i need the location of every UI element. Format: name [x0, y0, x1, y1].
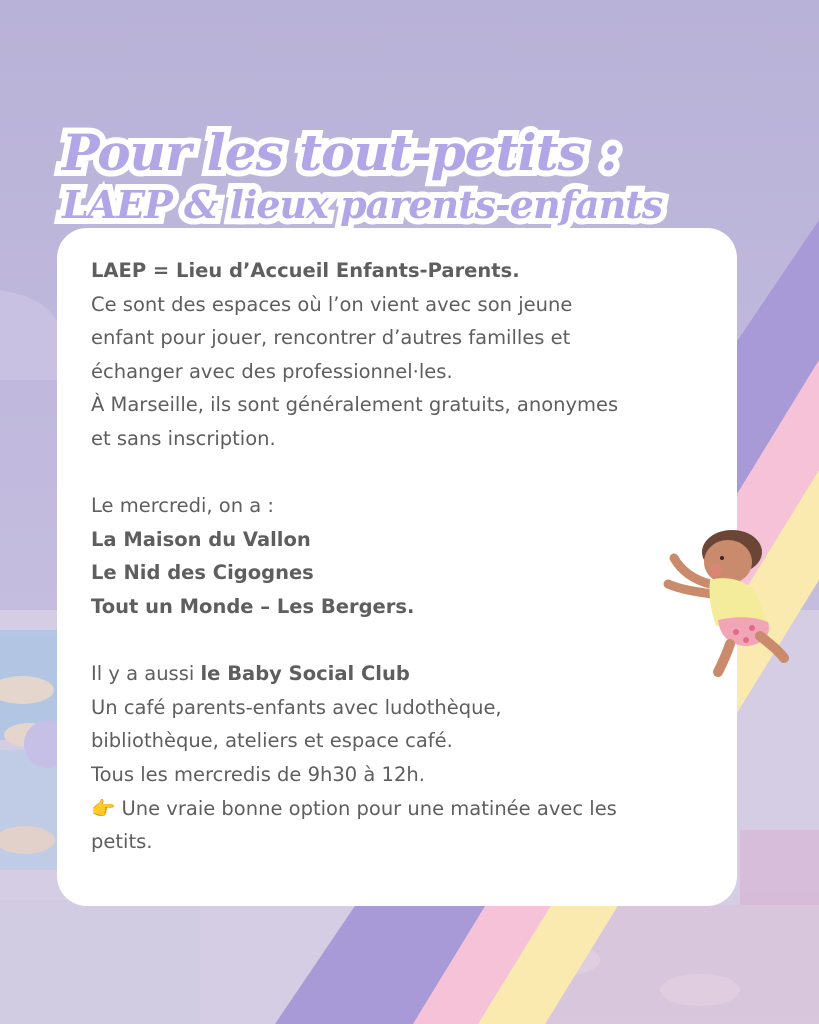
baby-illustration-icon: [660, 528, 790, 680]
tip-line: [91, 792, 707, 826]
tip-line: petits.: [91, 830, 153, 854]
club-line: Un café parents-enfants avec ludothèque,: [91, 695, 502, 719]
club-line: Tous les mercredis de 9h30 à 12h.: [91, 762, 425, 786]
club-name: le Baby Social Club: [200, 662, 410, 686]
intro-line: À Marseille, ils sont généralement gratuits, anonymes: [91, 393, 619, 417]
page-title: [62, 123, 762, 227]
also-prefix: Il y a aussi: [91, 662, 201, 686]
pointing-hand-icon: 👉: [91, 796, 116, 820]
title-line-2: LAEP & lieux parents-enfants: [62, 182, 663, 227]
tip-text: Une vraie bonne option pour une matinée avec les: [115, 796, 617, 820]
place-name: La Maison du Vallon: [91, 527, 311, 551]
place-name: Le Nid des Cigognes: [91, 561, 314, 585]
place-item: [91, 556, 707, 590]
place-item: [91, 523, 707, 557]
intro-heading: [91, 254, 707, 288]
intro-line: Ce sont des espaces où l’on vient avec son jeune: [91, 292, 573, 316]
title-line-1: Pour les tout-petits :: [62, 123, 619, 182]
place-name: Tout un Monde – Les Bergers.: [91, 594, 415, 618]
also-line: [91, 657, 707, 691]
club-line: bibliothèque, ateliers et espace café.: [91, 729, 453, 753]
info-card: [57, 228, 737, 906]
wednesday-intro: Le mercredi, on a :: [91, 494, 275, 518]
intro-line: et sans inscription.: [91, 426, 276, 450]
place-item: [91, 590, 707, 624]
intro-line: échanger avec des professionnel·les.: [91, 359, 453, 383]
intro-bold: LAEP = Lieu d’Accueil Enfants-Parents.: [91, 259, 520, 282]
intro-line: enfant pour jouer, rencontrer d’autres familles et: [91, 326, 571, 350]
